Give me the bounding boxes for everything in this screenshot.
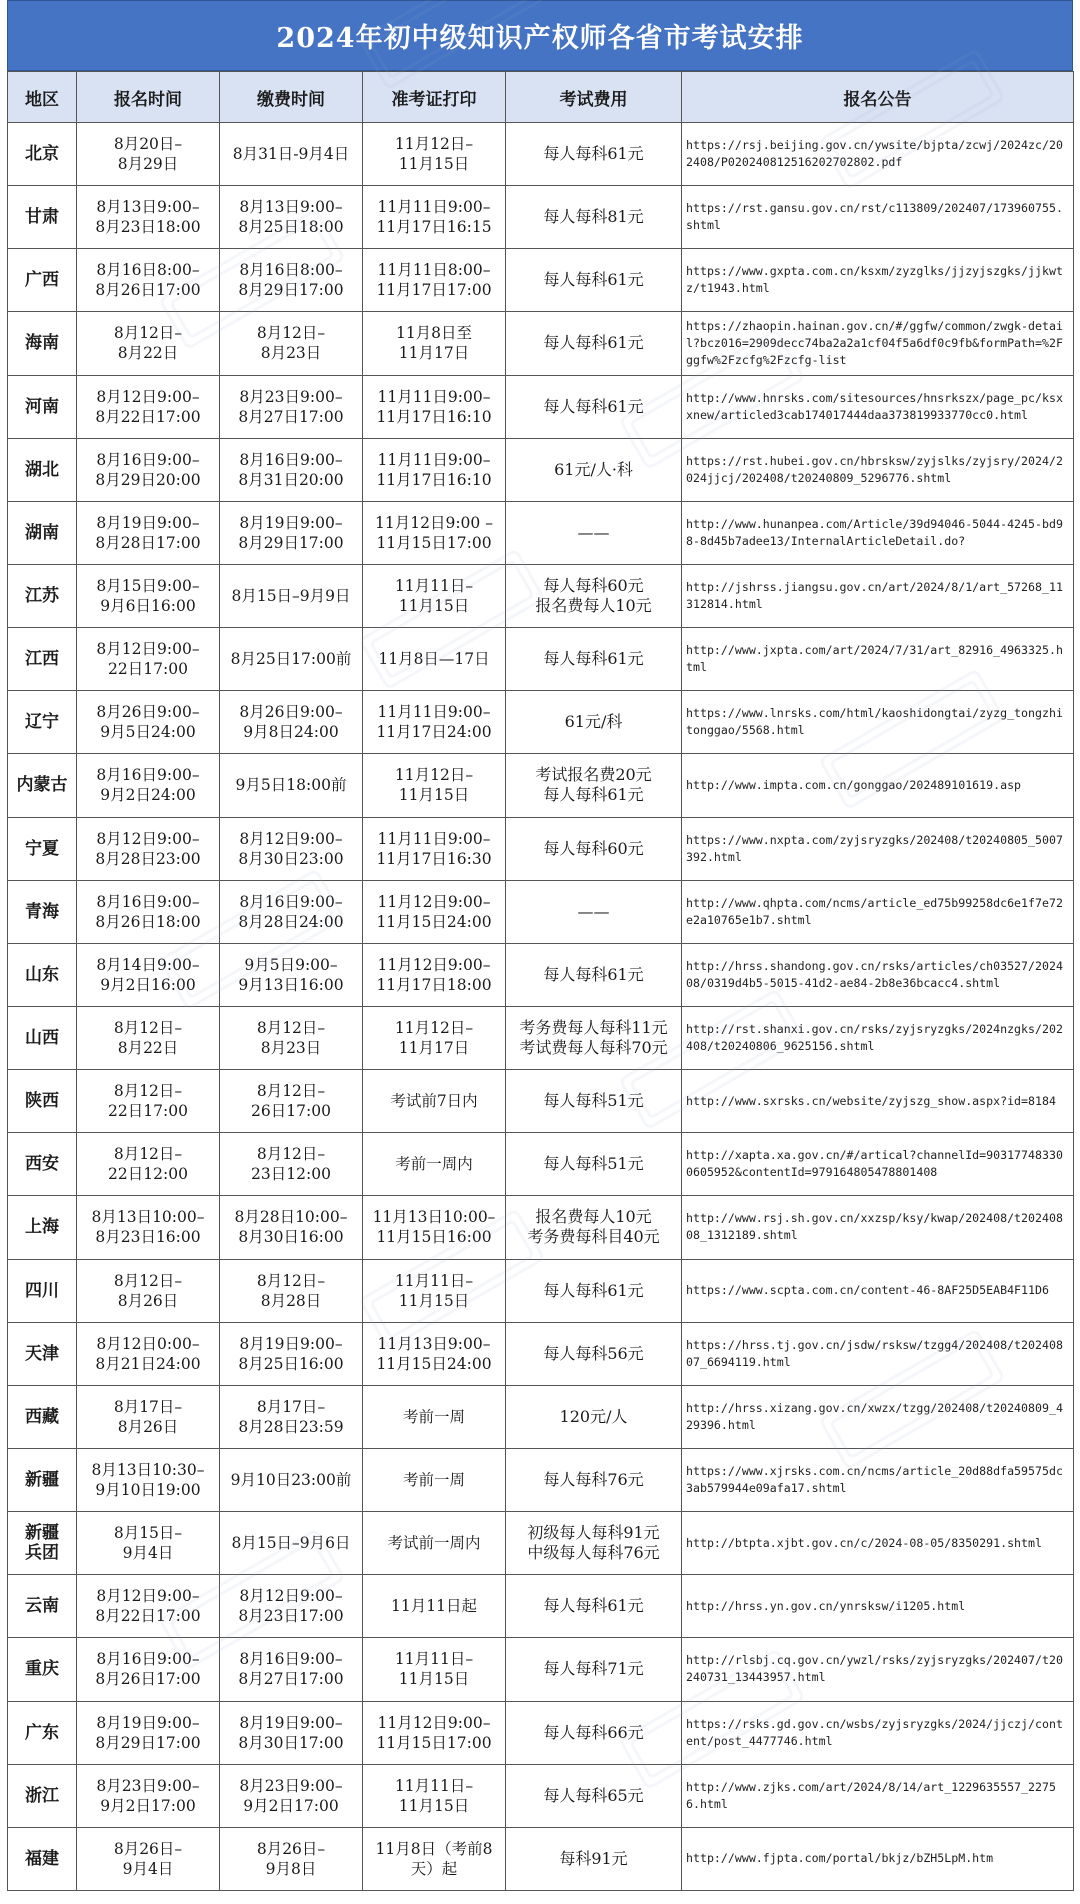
cell-payment-time: 8月12日– 8月28日 [220,1259,363,1322]
cell-payment-time: 8月12日9:00– 8月30日23:00 [220,817,363,880]
cell-ticket-print: 11月8日—17日 [363,628,506,691]
cell-region: 山东 [8,943,77,1006]
cell-announcement-link[interactable]: https://rsj.beijing.gov.cn/ywsite/bjpta/zcwj/2024zc/202408/P020240812516202702802.pdf [682,123,1074,186]
cell-signup-time: 8月12日– 22日17:00 [77,1070,220,1133]
cell-exam-fee: 每人每科65元 [506,1764,682,1827]
cell-exam-fee: 每人每科71元 [506,1638,682,1701]
cell-signup-time: 8月14日9:00– 9月2日16:00 [77,943,220,1006]
cell-signup-time: 8月16日9:00– 8月26日17:00 [77,1638,220,1701]
cell-exam-fee: 每人每科61元 [506,123,682,186]
cell-ticket-print: 11月12日9:00– 11月15日24:00 [363,880,506,943]
cell-payment-time: 9月10日23:00前 [220,1448,363,1511]
header-ticket-print: 准考证打印 [363,72,506,123]
cell-ticket-print: 11月13日10:00– 11月15日16:00 [363,1196,506,1259]
cell-ticket-print: 11月12日9:00– 11月17日18:00 [363,943,506,1006]
cell-announcement-link[interactable]: https://hrss.tj.gov.cn/jsdw/rsksw/tzgg4/202408/t20240807_6694119.html [682,1322,1074,1385]
header-signup-time: 报名时间 [77,72,220,123]
cell-exam-fee: 每科91元 [506,1827,682,1890]
cell-announcement-link[interactable]: http://www.qhpta.com/ncms/article_ed75b99258dc6e1f7e72e2a10765e1b7.shtml [682,880,1074,943]
cell-region: 新疆 兵团 [8,1512,77,1575]
cell-signup-time: 8月19日9:00– 8月29日17:00 [77,1701,220,1764]
table-row [8,1701,1074,1764]
cell-signup-time: 8月13日10:30– 9月10日19:00 [77,1448,220,1511]
cell-payment-time: 9月5日9:00– 9月13日16:00 [220,943,363,1006]
table-header-row [8,72,1074,123]
cell-exam-fee: 每人每科51元 [506,1133,682,1196]
cell-region: 青海 [8,880,77,943]
cell-exam-fee: 每人每科56元 [506,1322,682,1385]
cell-payment-time: 8月28日10:00– 8月30日16:00 [220,1196,363,1259]
cell-exam-fee: 每人每科76元 [506,1448,682,1511]
cell-announcement-link[interactable]: http://xapta.xa.gov.cn/#/artical?channelId=903177483300605952&contentId=979164805478801408 [682,1133,1074,1196]
cell-payment-time: 8月12日– 23日12:00 [220,1133,363,1196]
cell-signup-time: 8月12日9:00– 8月22日17:00 [77,1575,220,1638]
cell-announcement-link[interactable]: http://www.rsj.sh.gov.cn/xxzsp/ksy/kwap/202408/t20240808_1312189.shtml [682,1196,1074,1259]
cell-payment-time: 8月16日9:00– 8月27日17:00 [220,1638,363,1701]
cell-payment-time: 8月26日– 9月8日 [220,1827,363,1890]
cell-payment-time: 8月17日– 8月28日23:59 [220,1385,363,1448]
cell-region: 陕西 [8,1070,77,1133]
cell-announcement-link[interactable]: http://rst.shanxi.gov.cn/rsks/zyjsryzgks/2024nzgks/202408/t20240806_9625156.shtml [682,1006,1074,1069]
cell-ticket-print: 11月11日9:00– 11月17日16:30 [363,817,506,880]
cell-payment-time: 8月16日9:00– 8月28日24:00 [220,880,363,943]
cell-announcement-link[interactable]: https://rsks.gd.gov.cn/wsbs/zyjsryzgks/2024/jjczj/content/post_4477746.html [682,1701,1074,1764]
cell-exam-fee: 每人每科81元 [506,186,682,249]
table-row [8,1448,1074,1511]
cell-announcement-link[interactable]: http://hrss.xizang.gov.cn/xwzx/tzgg/202408/t20240809_429396.html [682,1385,1074,1448]
cell-signup-time: 8月19日9:00– 8月28日17:00 [77,501,220,564]
cell-exam-fee: 每人每科61元 [506,375,682,438]
cell-signup-time: 8月12日– 8月26日 [77,1259,220,1322]
cell-signup-time: 8月15日9:00– 9月6日16:00 [77,564,220,627]
table-row [8,1764,1074,1827]
cell-signup-time: 8月12日– 8月22日 [77,312,220,375]
cell-ticket-print: 考前一周 [363,1448,506,1511]
table-row [8,375,1074,438]
cell-region: 江西 [8,628,77,691]
table-row [8,1512,1074,1575]
cell-payment-time: 8月31日-9月4日 [220,123,363,186]
cell-region: 广西 [8,249,77,312]
cell-region: 甘肃 [8,186,77,249]
table-row [8,312,1074,375]
cell-payment-time: 8月16日9:00– 8月31日20:00 [220,438,363,501]
cell-exam-fee: 每人每科61元 [506,1575,682,1638]
cell-announcement-link[interactable]: https://www.nxpta.com/zyjsryzgks/202408/t20240805_5007392.html [682,817,1074,880]
cell-region: 宁夏 [8,817,77,880]
table-row [8,943,1074,1006]
cell-announcement-link[interactable]: http://hrss.shandong.gov.cn/rsks/articles/ch03527/202408/0319d4b5-5015-41d2-ae84-2b8e36bcacc4.shtml [682,943,1074,1006]
table-row [8,1259,1074,1322]
cell-ticket-print: 考前一周内 [363,1133,506,1196]
cell-region: 辽宁 [8,691,77,754]
cell-signup-time: 8月23日9:00– 9月2日17:00 [77,1764,220,1827]
header-announcement: 报名公告 [682,72,1074,123]
cell-ticket-print: 11月12日– 11月15日 [363,754,506,817]
cell-signup-time: 8月13日10:00– 8月23日16:00 [77,1196,220,1259]
cell-payment-time: 8月12日9:00– 8月23日17:00 [220,1575,363,1638]
cell-ticket-print: 11月11日8:00– 11月17日17:00 [363,249,506,312]
cell-ticket-print: 11月11日起 [363,1575,506,1638]
cell-signup-time: 8月12日0:00– 8月21日24:00 [77,1322,220,1385]
table-row [8,817,1074,880]
cell-region: 云南 [8,1575,77,1638]
table-row [8,501,1074,564]
cell-signup-time: 8月26日9:00– 9月5日24:00 [77,691,220,754]
cell-announcement-link[interactable]: http://www.hnrsks.com/sitesources/hnsrkszx/page_pc/ksxxnew/articled3cab174017444daa373819933770cc0.html [682,375,1074,438]
cell-exam-fee: —— [506,501,682,564]
cell-ticket-print: 考试前7日内 [363,1070,506,1133]
cell-exam-fee: 每人每科61元 [506,943,682,1006]
cell-exam-fee: 每人每科61元 [506,628,682,691]
table-row [8,1638,1074,1701]
cell-announcement-link[interactable]: http://www.hunanpea.com/Article/39d94046-5044-4245-bd98-8d45b7adee13/InternalArticleDetail.do? [682,501,1074,564]
table-body [8,123,1074,1891]
table-row [8,691,1074,754]
cell-region: 湖北 [8,438,77,501]
cell-signup-time: 8月20日– 8月29日 [77,123,220,186]
cell-region: 山西 [8,1006,77,1069]
cell-exam-fee: 每人每科61元 [506,312,682,375]
cell-announcement-link[interactable]: http://www.impta.com.cn/gonggao/202489101619.asp [682,754,1074,817]
cell-exam-fee: 每人每科60元 报名费每人10元 [506,564,682,627]
cell-ticket-print: 11月8日至 11月17日 [363,312,506,375]
cell-region: 天津 [8,1322,77,1385]
cell-announcement-link[interactable]: http://www.zjks.com/art/2024/8/14/art_1229635557_22756.html [682,1764,1074,1827]
cell-ticket-print: 考试前一周内 [363,1512,506,1575]
cell-announcement-link[interactable]: http://rlsbj.cq.gov.cn/ywzl/rsks/zyjsryzgks/202407/t20240731_13443957.html [682,1638,1074,1701]
cell-payment-time: 8月19日9:00– 8月25日16:00 [220,1322,363,1385]
cell-payment-time: 8月12日– 8月23日 [220,1006,363,1069]
cell-exam-fee: 初级每人每科91元 中级每人每科76元 [506,1512,682,1575]
cell-announcement-link[interactable]: https://www.gxpta.com.cn/ksxm/zyzglks/jjzyjszgks/jjkwtz/t1943.html [682,249,1074,312]
cell-region: 广东 [8,1701,77,1764]
cell-ticket-print: 11月13日9:00– 11月15日24:00 [363,1322,506,1385]
cell-ticket-print: 11月11日9:00– 11月17日24:00 [363,691,506,754]
cell-ticket-print: 11月11日– 11月15日 [363,1638,506,1701]
table-row [8,1385,1074,1448]
cell-region: 西藏 [8,1385,77,1448]
cell-region: 重庆 [8,1638,77,1701]
cell-signup-time: 8月12日9:00– 22日17:00 [77,628,220,691]
cell-exam-fee: 120元/人 [506,1385,682,1448]
cell-region: 浙江 [8,1764,77,1827]
cell-signup-time: 8月16日9:00– 8月26日18:00 [77,880,220,943]
header-region: 地区 [8,72,77,123]
cell-announcement-link[interactable]: https://www.scpta.com.cn/content-46-8AF25D5EAB4F11D6 [682,1259,1074,1322]
table-row [8,564,1074,627]
cell-region: 海南 [8,312,77,375]
table-row [8,123,1074,186]
cell-region: 西安 [8,1133,77,1196]
cell-ticket-print: 11月11日9:00– 11月17日16:10 [363,438,506,501]
cell-signup-time: 8月12日9:00– 8月22日17:00 [77,375,220,438]
cell-ticket-print: 11月11日– 11月15日 [363,1259,506,1322]
table-row [8,1070,1074,1133]
cell-ticket-print: 11月8日（考前8 天）起 [363,1827,506,1890]
cell-announcement-link[interactable]: http://www.sxrsks.cn/website/zyjszg_show.aspx?id=8184 [682,1070,1074,1133]
table-row [8,1196,1074,1259]
cell-payment-time: 8月26日9:00– 9月8日24:00 [220,691,363,754]
cell-payment-time: 8月12日– 26日17:00 [220,1070,363,1133]
exam-schedule-table [7,71,1074,1891]
cell-signup-time: 8月12日– 8月22日 [77,1006,220,1069]
cell-region: 上海 [8,1196,77,1259]
table-row [8,880,1074,943]
cell-exam-fee: 每人每科61元 [506,1259,682,1322]
table-row [8,186,1074,249]
cell-ticket-print: 考前一周 [363,1385,506,1448]
cell-exam-fee: 报名费每人10元 考务费每科目40元 [506,1196,682,1259]
cell-region: 四川 [8,1259,77,1322]
cell-announcement-link[interactable]: https://www.xjrsks.com.cn/ncms/article_20d88dfa59575dc3ab579944e09afa17.shtml [682,1448,1074,1511]
cell-payment-time: 8月15日–9月6日 [220,1512,363,1575]
table-row [8,754,1074,817]
cell-exam-fee: —— [506,880,682,943]
cell-ticket-print: 11月12日9:00– 11月15日17:00 [363,1701,506,1764]
cell-region: 江苏 [8,564,77,627]
cell-ticket-print: 11月12日9:00 – 11月15日17:00 [363,501,506,564]
cell-signup-time: 8月16日9:00– 9月2日24:00 [77,754,220,817]
cell-announcement-link[interactable]: https://rst.hubei.gov.cn/hbrsksw/zyjslks/zyjsry/2024/2024jjcj/202408/t20240809_5296776.shtml [682,438,1074,501]
page-title: 2024年初中级知识产权师各省市考试安排 [7,0,1073,71]
cell-ticket-print: 11月11日9:00– 11月17日16:10 [363,375,506,438]
cell-signup-time: 8月16日8:00– 8月26日17:00 [77,249,220,312]
cell-ticket-print: 11月11日– 11月15日 [363,1764,506,1827]
cell-region: 河南 [8,375,77,438]
cell-payment-time: 8月23日9:00– 8月27日17:00 [220,375,363,438]
cell-announcement-link[interactable]: http://hrss.yn.gov.cn/ynrsksw/i1205.html [682,1575,1074,1638]
table-row [8,438,1074,501]
cell-announcement-link[interactable]: https://www.lnrsks.com/html/kaoshidongtai/zyzg_tongzhitonggao/5568.html [682,691,1074,754]
cell-region: 福建 [8,1827,77,1890]
cell-region: 新疆 [8,1448,77,1511]
table-row [8,1575,1074,1638]
cell-exam-fee: 61元/科 [506,691,682,754]
cell-ticket-print: 11月11日– 11月15日 [363,564,506,627]
cell-announcement-link[interactable]: http://www.jxpta.com/art/2024/7/31/art_82916_4963325.html [682,628,1074,691]
cell-ticket-print: 11月12日– 11月15日 [363,123,506,186]
cell-exam-fee: 考务费每人每科11元 考试费每人每科70元 [506,1006,682,1069]
cell-payment-time: 8月19日9:00– 8月29日17:00 [220,501,363,564]
table-row [8,249,1074,312]
cell-exam-fee: 考试报名费20元 每人每科61元 [506,754,682,817]
cell-signup-time: 8月17日– 8月26日 [77,1385,220,1448]
table-row [8,628,1074,691]
cell-signup-time: 8月15日– 9月4日 [77,1512,220,1575]
cell-announcement-link[interactable]: http://www.fjpta.com/portal/bkjz/bZH5LpM.htm [682,1827,1074,1890]
table-row [8,1827,1074,1890]
cell-payment-time: 8月16日8:00– 8月29日17:00 [220,249,363,312]
cell-signup-time: 8月16日9:00– 8月29日20:00 [77,438,220,501]
cell-exam-fee: 每人每科51元 [506,1070,682,1133]
cell-signup-time: 8月12日9:00– 8月28日23:00 [77,817,220,880]
table-row [8,1133,1074,1196]
cell-payment-time: 8月25日17:00前 [220,628,363,691]
cell-payment-time: 8月15日–9月9日 [220,564,363,627]
header-payment-time: 缴费时间 [220,72,363,123]
cell-payment-time: 8月12日– 8月23日 [220,312,363,375]
cell-ticket-print: 11月12日– 11月17日 [363,1006,506,1069]
cell-exam-fee: 每人每科60元 [506,817,682,880]
cell-ticket-print: 11月11日9:00– 11月17日16:15 [363,186,506,249]
table-row [8,1006,1074,1069]
cell-exam-fee: 每人每科61元 [506,249,682,312]
cell-signup-time: 8月26日– 9月4日 [77,1827,220,1890]
cell-announcement-link[interactable]: https://zhaopin.hainan.gov.cn/#/ggfw/common/zwgk-detail?bcz016=2909decc74ba2a2a1cf04f5a6df0c9fb&formPath=%2Fggfw%2Fzcfg%2Fzcfg-list [682,312,1074,375]
cell-announcement-link[interactable]: https://rst.gansu.gov.cn/rst/c113809/202407/173960755.shtml [682,186,1074,249]
cell-exam-fee: 每人每科66元 [506,1701,682,1764]
cell-payment-time: 8月19日9:00– 8月30日17:00 [220,1701,363,1764]
cell-signup-time: 8月12日– 22日12:00 [77,1133,220,1196]
cell-region: 北京 [8,123,77,186]
cell-payment-time: 9月5日18:00前 [220,754,363,817]
table-row [8,1322,1074,1385]
cell-announcement-link[interactable]: http://jshrss.jiangsu.gov.cn/art/2024/8/1/art_57268_11312814.html [682,564,1074,627]
cell-signup-time: 8月13日9:00– 8月23日18:00 [77,186,220,249]
header-exam-fee: 考试费用 [506,72,682,123]
cell-region: 湖南 [8,501,77,564]
cell-exam-fee: 61元/人·科 [506,438,682,501]
document-page [7,0,1073,1891]
cell-payment-time: 8月13日9:00– 8月25日18:00 [220,186,363,249]
cell-region: 内蒙古 [8,754,77,817]
cell-announcement-link[interactable]: http://btpta.xjbt.gov.cn/c/2024-08-05/8350291.shtml [682,1512,1074,1575]
cell-payment-time: 8月23日9:00– 9月2日17:00 [220,1764,363,1827]
